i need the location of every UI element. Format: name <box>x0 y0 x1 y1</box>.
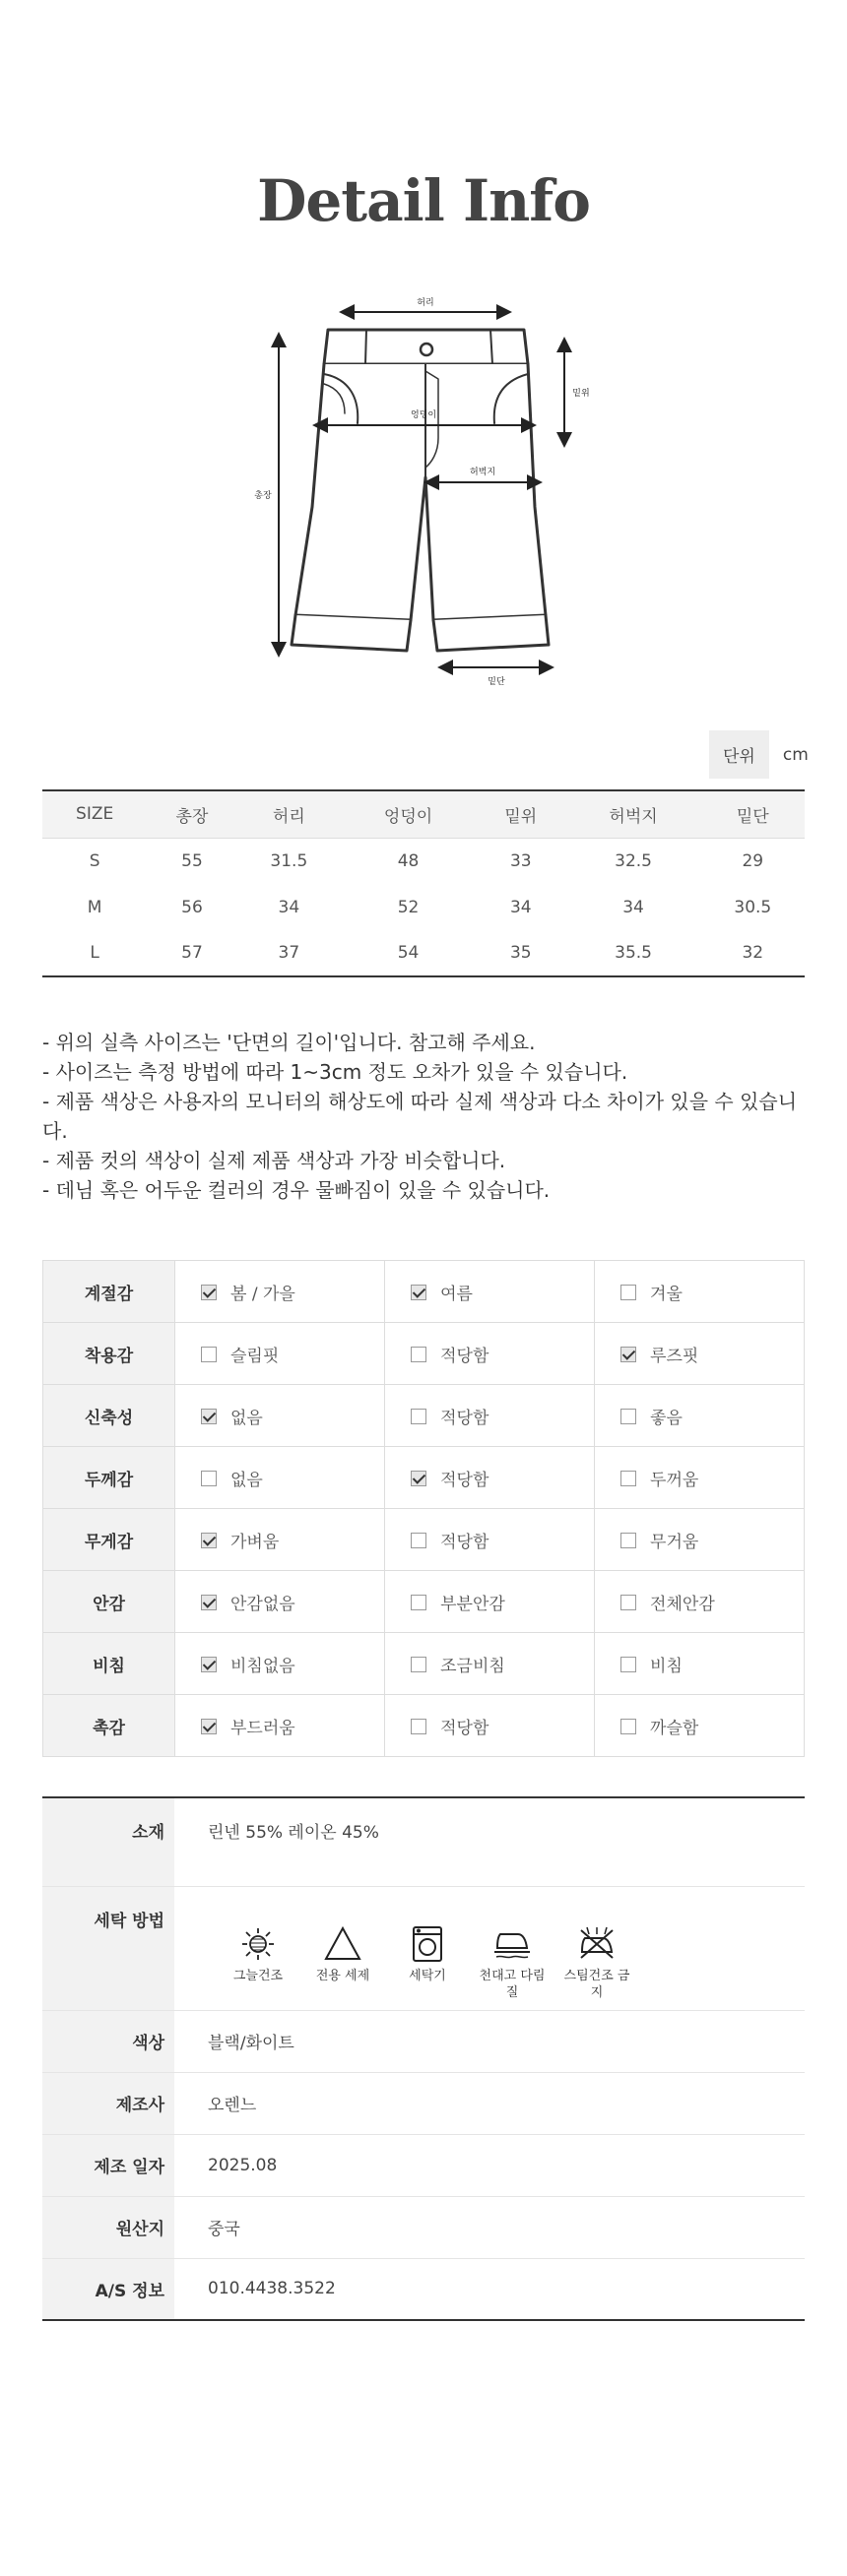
info-key: 색상 <box>42 2010 174 2072</box>
note-line: - 제품 컷의 색상이 실제 제품 색상과 가장 비슷합니다. <box>42 1149 506 1172</box>
feel-option-label: 적당함 <box>440 1408 489 1428</box>
note-line: - 제품 색상은 사용자의 모니터의 해상도에 따라 실제 색상과 다소 차이가 있을 수 있습니다. <box>42 1090 798 1143</box>
color-value: 블랙/화이트 <box>174 2010 805 2072</box>
table-row <box>43 1509 805 1571</box>
size-cell: S <box>89 850 100 871</box>
rise-label: 밑위 <box>572 389 590 399</box>
unchecked-checkbox-icon <box>411 1657 426 1672</box>
feel-option-label: 비침없음 <box>230 1656 295 1676</box>
unchecked-checkbox-icon <box>620 1719 636 1734</box>
unchecked-checkbox-icon <box>620 1409 636 1424</box>
feel-option-label: 가벼움 <box>230 1532 280 1552</box>
size-cell: 31.5 <box>270 850 308 871</box>
origin-value: 중국 <box>174 2196 805 2258</box>
feel-option <box>385 1323 595 1385</box>
feel-option-label: 까슬함 <box>650 1718 699 1738</box>
feel-option <box>595 1633 805 1695</box>
size-cell: 33 <box>509 850 532 871</box>
care-label: 전용 세제 <box>315 1968 370 1983</box>
table-row <box>42 884 805 930</box>
checked-checkbox-icon <box>201 1409 217 1424</box>
table-row <box>43 1261 805 1323</box>
table-row <box>43 1695 805 1757</box>
feel-option-label: 적당함 <box>440 1532 489 1552</box>
feel-option <box>385 1509 595 1571</box>
checked-checkbox-icon <box>201 1595 217 1610</box>
unchecked-checkbox-icon <box>411 1595 426 1610</box>
table-row <box>42 1797 805 1886</box>
size-cell: 35.5 <box>615 943 652 963</box>
care-item <box>223 1924 293 2001</box>
feel-option <box>595 1447 805 1509</box>
size-table-header: 총장 <box>147 790 236 838</box>
unchecked-checkbox-icon <box>201 1347 217 1362</box>
care-label: 스팀건조 금지 <box>563 1968 630 2000</box>
size-table <box>42 789 805 977</box>
unchecked-checkbox-icon <box>411 1719 426 1734</box>
material-value: 린넨 55% 레이온 45% <box>174 1797 805 1886</box>
feel-option <box>175 1509 385 1571</box>
feel-option <box>175 1633 385 1695</box>
size-cell: 54 <box>397 943 420 963</box>
care-label: 세탁기 <box>409 1968 446 1983</box>
unchecked-checkbox-icon <box>620 1533 636 1548</box>
unchecked-checkbox-icon <box>201 1471 217 1486</box>
feel-option-label: 루즈핏 <box>650 1346 699 1366</box>
care-label: 천대고 다림질 <box>479 1968 546 2000</box>
size-cell: 52 <box>397 897 420 917</box>
care-item <box>561 1924 632 2001</box>
feel-option-label: 없음 <box>230 1470 263 1490</box>
unit-value: cm <box>782 744 809 765</box>
feel-option <box>175 1571 385 1633</box>
feel-category: 두께감 <box>43 1447 175 1509</box>
feel-option <box>385 1571 595 1633</box>
table-row <box>42 2134 805 2196</box>
thigh-label: 허벅지 <box>469 468 496 477</box>
size-cell: 35 <box>509 943 532 963</box>
size-table-header: SIZE <box>42 790 147 838</box>
feel-category: 안감 <box>43 1571 175 1633</box>
checked-checkbox-icon <box>201 1719 217 1734</box>
feel-option <box>595 1509 805 1571</box>
size-cell: L <box>90 943 99 963</box>
feel-option-label: 무거움 <box>650 1532 699 1552</box>
feel-option-label: 적당함 <box>440 1718 489 1738</box>
waist-label: 허리 <box>417 298 434 308</box>
feel-option-label: 적당함 <box>440 1346 489 1366</box>
size-table-header: 허벅지 <box>566 790 701 838</box>
feel-option <box>385 1261 595 1323</box>
table-row <box>43 1323 805 1385</box>
checked-checkbox-icon <box>201 1285 217 1300</box>
feel-option-label: 좋음 <box>650 1408 683 1428</box>
checked-checkbox-icon <box>411 1285 426 1300</box>
table-row <box>42 2072 805 2134</box>
table-row <box>43 1385 805 1447</box>
info-key: 제조사 <box>42 2072 174 2134</box>
feel-option-label: 여름 <box>440 1284 473 1304</box>
feel-option <box>385 1385 595 1447</box>
note-line: - 사이즈는 측정 방법에 따라 1~3cm 정도 오차가 있을 수 있습니다. <box>42 1060 628 1084</box>
unchecked-checkbox-icon <box>411 1409 426 1424</box>
feel-option <box>175 1261 385 1323</box>
unchecked-checkbox-icon <box>620 1595 636 1610</box>
size-cell: 56 <box>181 897 203 917</box>
table-row <box>42 2258 805 2320</box>
as-value: 010.4438.3522 <box>174 2258 805 2320</box>
size-table-header: 밑단 <box>701 790 805 838</box>
table-row <box>42 838 805 884</box>
shade-dry-icon <box>238 1924 278 1964</box>
table-row <box>42 2196 805 2258</box>
feel-option-label: 부드러움 <box>230 1718 295 1738</box>
size-notes <box>42 1028 811 1205</box>
feel-option-label: 두꺼움 <box>650 1470 699 1490</box>
washing-machine-icon <box>408 1924 447 1964</box>
size-table-header: 허리 <box>237 790 341 838</box>
shorts-measurement-diagram <box>0 290 847 704</box>
note-line: - 위의 실측 사이즈는 '단면의 길이'입니다. 참고해 주세요. <box>42 1031 536 1054</box>
feel-option <box>385 1633 595 1695</box>
hem-label: 밑단 <box>488 677 505 687</box>
feel-option <box>595 1323 805 1385</box>
size-cell: 30.5 <box>734 897 772 917</box>
feel-option-label: 전체안감 <box>650 1594 715 1614</box>
feel-option-label: 없음 <box>230 1408 263 1428</box>
feel-category: 촉감 <box>43 1695 175 1757</box>
feel-category: 착용감 <box>43 1323 175 1385</box>
size-table-header: 밑위 <box>476 790 565 838</box>
table-row <box>42 1886 805 2010</box>
feel-option-label: 안감없음 <box>230 1594 295 1614</box>
size-cell: 32.5 <box>615 850 652 871</box>
care-item <box>392 1924 463 2001</box>
feel-option <box>595 1571 805 1633</box>
feel-option-label: 겨울 <box>650 1284 683 1304</box>
table-row <box>43 1447 805 1509</box>
unchecked-checkbox-icon <box>620 1471 636 1486</box>
length-label: 총장 <box>254 491 272 501</box>
unit-label: 단위 <box>709 730 769 779</box>
size-cell: M <box>87 897 102 917</box>
feel-option <box>175 1447 385 1509</box>
info-key: 제조 일자 <box>42 2134 174 2196</box>
table-row <box>42 2010 805 2072</box>
size-cell: 34 <box>622 897 644 917</box>
size-table-header-row <box>42 790 805 838</box>
care-item <box>477 1924 548 2001</box>
feel-option-label: 슬림핏 <box>230 1346 280 1366</box>
neutral-detergent-icon <box>323 1924 362 1964</box>
feel-option-label: 비침 <box>650 1656 683 1676</box>
feel-option-label: 봄 / 가을 <box>230 1284 295 1304</box>
fit-feel-table <box>42 1260 805 1757</box>
iron-with-cloth-icon <box>492 1924 532 1964</box>
unchecked-checkbox-icon <box>620 1657 636 1672</box>
unit-indicator <box>709 730 822 779</box>
feel-option <box>175 1323 385 1385</box>
maker-value: 오렌느 <box>174 2072 805 2134</box>
product-info-table <box>42 1796 805 2321</box>
feel-category: 신축성 <box>43 1385 175 1447</box>
feel-category: 무게감 <box>43 1509 175 1571</box>
info-key: 세탁 방법 <box>42 1886 174 2010</box>
size-cell: 32 <box>742 943 764 963</box>
size-cell: 55 <box>181 850 203 871</box>
unchecked-checkbox-icon <box>411 1533 426 1548</box>
washing-instructions <box>174 1886 805 2010</box>
no-steam-dry-icon <box>577 1924 617 1964</box>
unchecked-checkbox-icon <box>620 1285 636 1300</box>
feel-option <box>175 1385 385 1447</box>
feel-option-label: 적당함 <box>440 1470 489 1490</box>
info-key: A/S 정보 <box>42 2258 174 2320</box>
feel-option <box>175 1695 385 1757</box>
page-title: Detail Info <box>257 167 590 234</box>
size-cell: 34 <box>278 897 300 917</box>
feel-option <box>595 1261 805 1323</box>
size-table-header: 엉덩이 <box>341 790 476 838</box>
checked-checkbox-icon <box>201 1533 217 1548</box>
table-row <box>43 1571 805 1633</box>
size-cell: 34 <box>509 897 532 917</box>
info-key: 원산지 <box>42 2196 174 2258</box>
feel-category: 비침 <box>43 1633 175 1695</box>
care-item <box>307 1924 378 2001</box>
note-line: - 데님 혹은 어두운 컬러의 경우 물빠짐이 있을 수 있습니다. <box>42 1178 551 1202</box>
size-cell: 37 <box>278 943 300 963</box>
care-label: 그늘건조 <box>232 1968 284 1983</box>
feel-option <box>595 1695 805 1757</box>
info-key: 소재 <box>42 1797 174 1886</box>
feel-option <box>595 1385 805 1447</box>
hip-label: 엉덩이 <box>410 410 437 420</box>
unchecked-checkbox-icon <box>411 1347 426 1362</box>
feel-option <box>385 1695 595 1757</box>
feel-option-label: 조금비침 <box>440 1656 505 1676</box>
table-row <box>42 930 805 976</box>
size-cell: 29 <box>742 850 764 871</box>
feel-option-label: 부분안감 <box>440 1594 505 1614</box>
feel-option <box>385 1447 595 1509</box>
table-row <box>43 1633 805 1695</box>
checked-checkbox-icon <box>411 1471 426 1486</box>
size-cell: 48 <box>397 850 420 871</box>
size-cell: 57 <box>181 943 203 963</box>
checked-checkbox-icon <box>201 1657 217 1672</box>
checked-checkbox-icon <box>620 1347 636 1362</box>
feel-category: 계절감 <box>43 1261 175 1323</box>
date-value: 2025.08 <box>174 2134 805 2196</box>
